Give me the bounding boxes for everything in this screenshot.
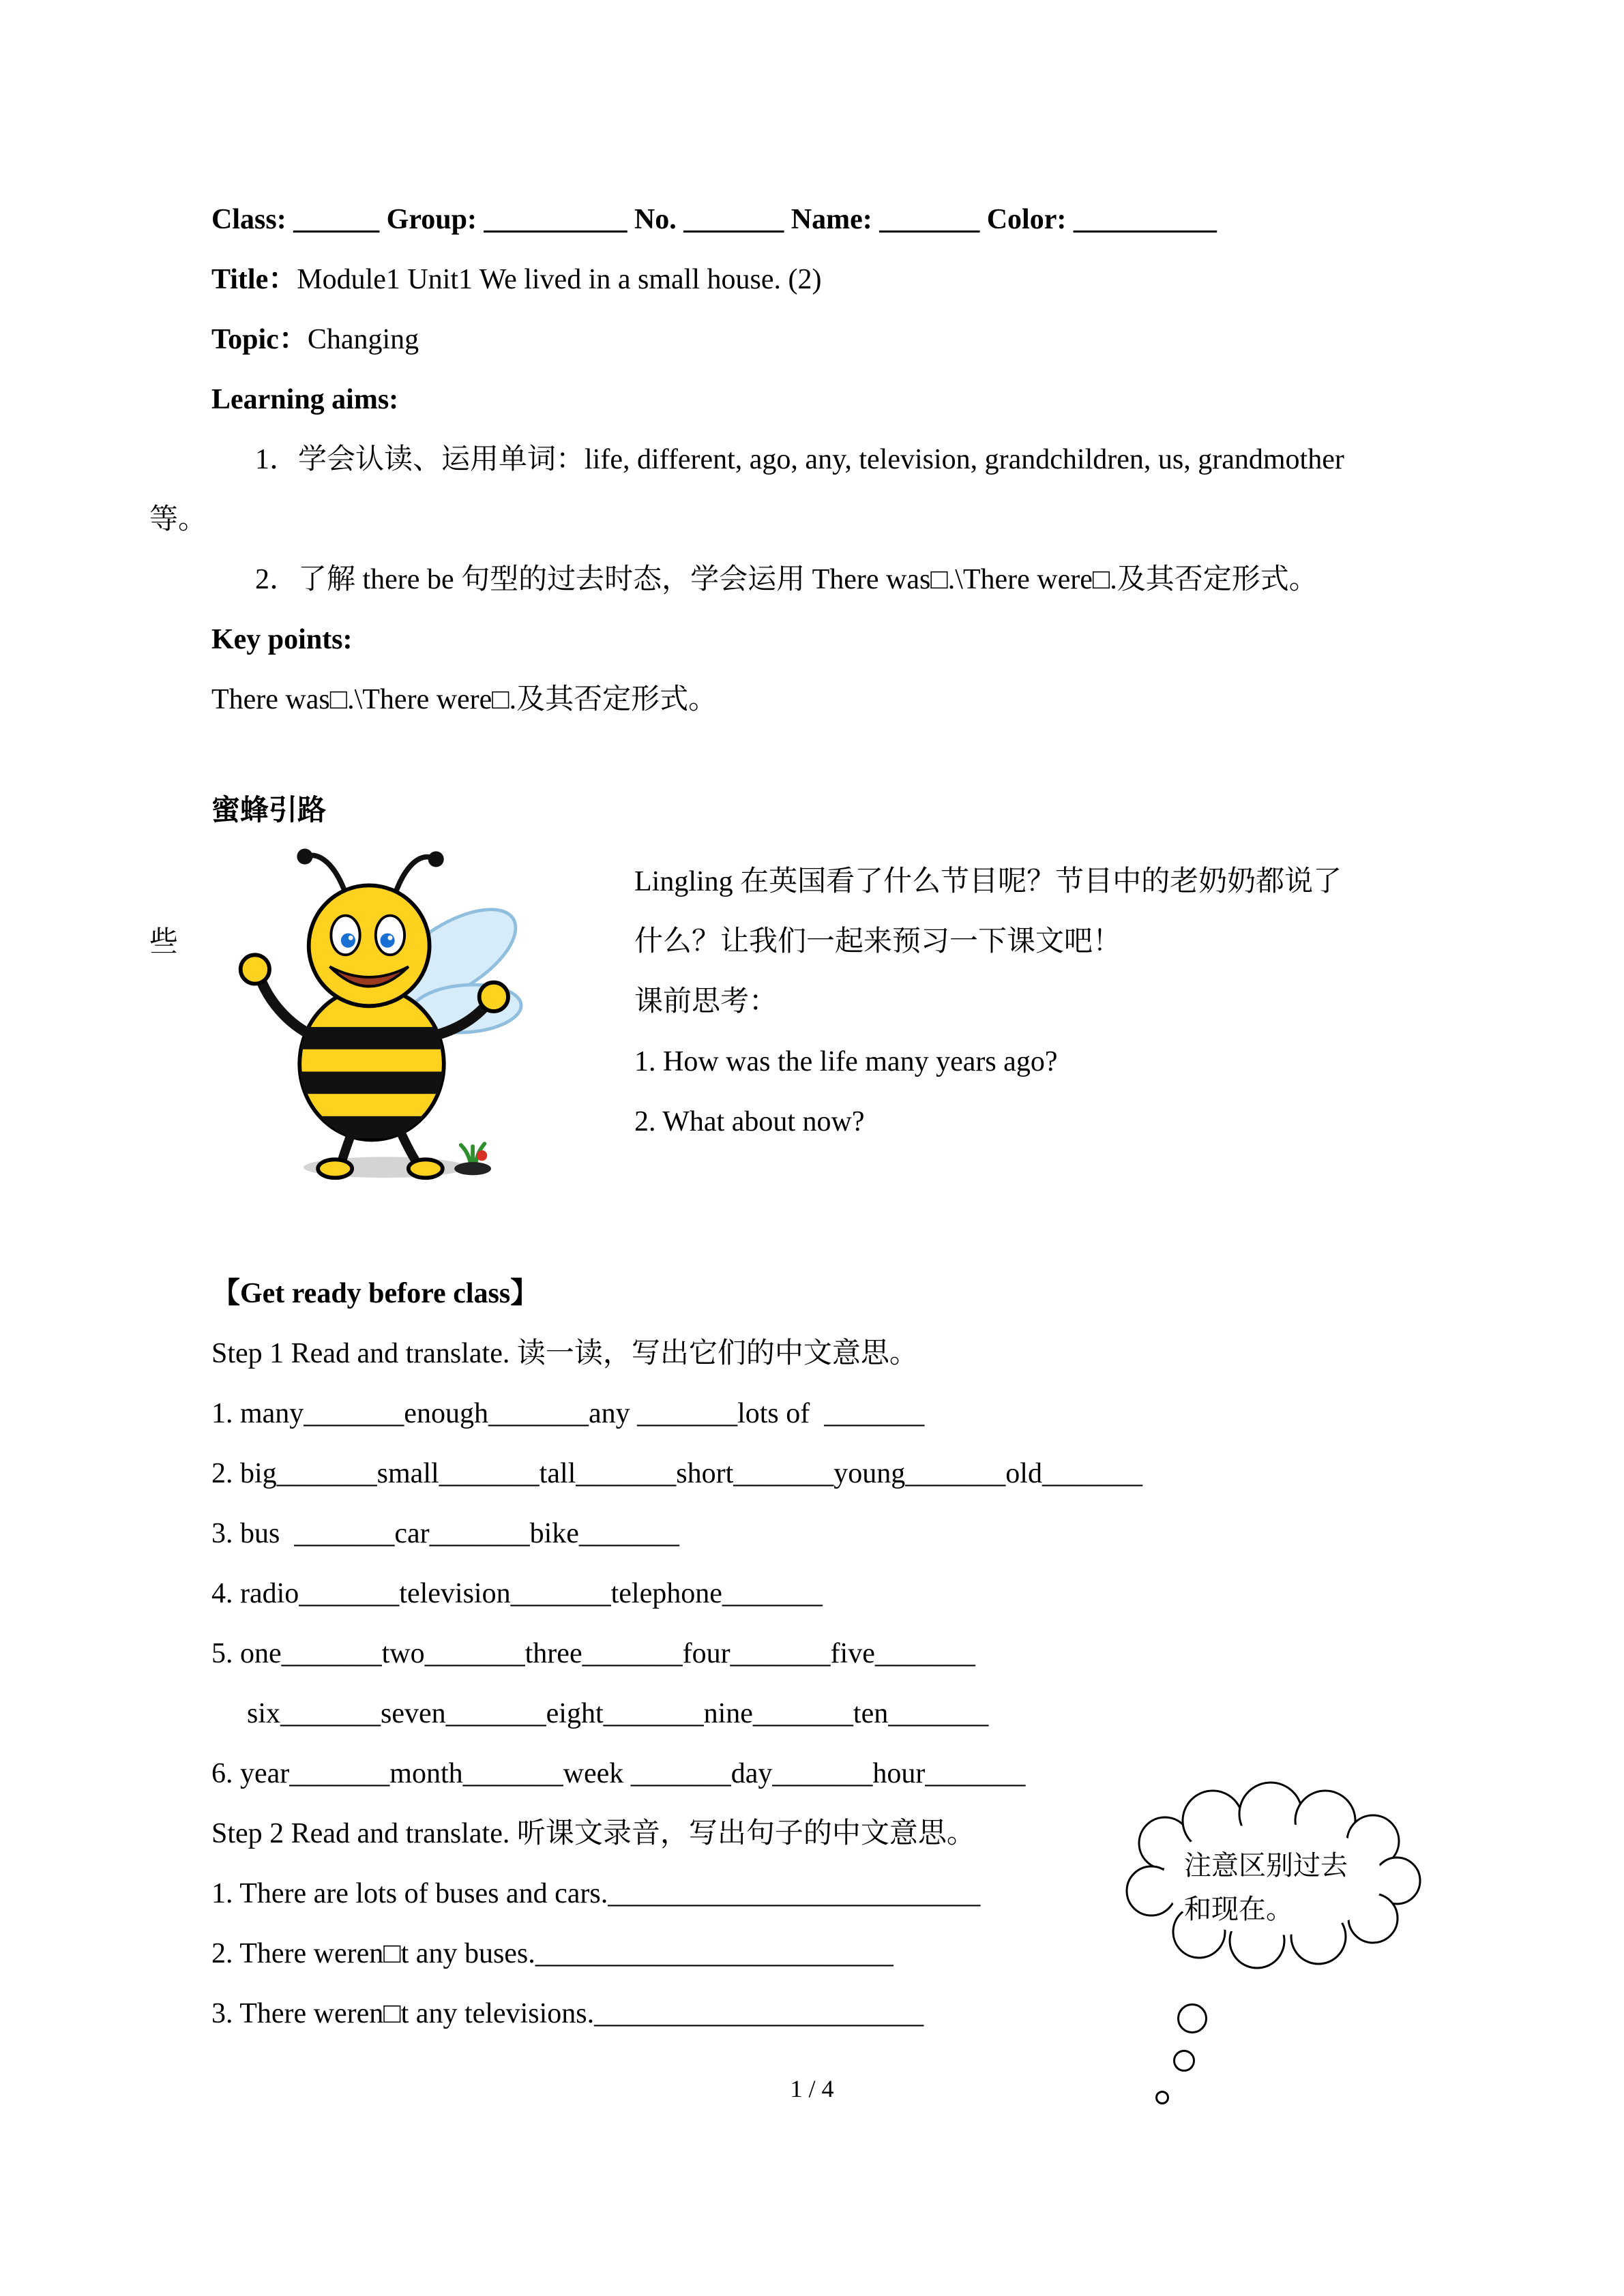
thought-bubble-line-1: 注意区别过去 — [1184, 1850, 1348, 1881]
question-2: 2. What about now? — [634, 1106, 865, 1137]
page-number: 1 / 4 — [790, 2075, 834, 2102]
thought-bubble-text — [1184, 1844, 1348, 1931]
step2-heading: Step 2 Read and translate. 听课文录音，写出句子的中文意思。 — [211, 1818, 975, 1849]
sentence-line-2: 2. There weren□t any buses._________________________ — [211, 1938, 894, 1969]
topic-line — [211, 310, 1433, 370]
vocab-line-4: 4. radio_______television_______telephone_______ — [211, 1578, 823, 1609]
hanging-char: 些 — [149, 927, 179, 958]
question-1: 1. How was the life many years ago? — [634, 1046, 1058, 1077]
topic-text: Changing — [307, 324, 419, 355]
thought-bubble-trail-circle-2 — [1173, 2050, 1195, 2072]
bee-section — [149, 841, 1433, 1182]
aim-item-1: 1．学会认读、运用单词：life, different, ago, any, television, grandchildren, us, grandmother — [255, 444, 1344, 475]
bee-intro-text — [634, 841, 1342, 1152]
get-ready-heading: 【Get ready before class】 — [211, 1278, 540, 1309]
key-points-text: There was□.\There were□.及其否定形式。 — [211, 684, 718, 715]
vocab-line-6: 6. year_______month_______week _______day_______hour_______ — [211, 1758, 1026, 1789]
thought-bubble — [1110, 1778, 1438, 1997]
title-text: Module1 Unit1 We lived in a small house. (2) — [297, 264, 822, 295]
intro-text-line-1: Lingling 在英国看了什么节目呢？节目中的老奶奶都说了 — [634, 866, 1342, 897]
thought-bubble-line-2: 和现在。 — [1184, 1894, 1293, 1924]
key-points-heading: Key points: — [211, 624, 353, 655]
vocab-line-3: 3. bus _______car_______bike_______ — [211, 1518, 679, 1549]
sentence-line-3: 3. There weren□t any televisions._______________________ — [211, 1998, 924, 2029]
vocab-line-5-continuation: six_______seven_______eight_______nine_______ten_______ — [247, 1698, 989, 1729]
bee-guide-heading: 蜜蜂引路 — [211, 795, 327, 826]
learning-aims-heading: Learning aims: — [211, 384, 399, 415]
title-label: Title： — [211, 264, 297, 295]
vocab-line-2: 2. big_______small_______tall_______short_______young_______old_______ — [211, 1458, 1142, 1489]
step1-heading: Step 1 Read and translate. 读一读，写出它们的中文意思。 — [211, 1338, 918, 1369]
title-line — [211, 250, 1433, 310]
topic-label: Topic： — [211, 324, 308, 355]
aim-item-1-continuation: 等。 — [149, 504, 207, 535]
intro-text-line-2: 什么？让我们一起来预习一下课文吧！ — [634, 926, 1122, 957]
header-line: Class: ______ Group: __________ No. _______ Name: _______ Color: __________ — [211, 204, 1217, 235]
aim-item-2: 2．了解 there be 句型的过去时态，学会运用 There was□.\There were□.及其否定形式。 — [255, 564, 1318, 595]
thought-bubble-trail-circle-1 — [1177, 2003, 1207, 2033]
vocab-line-1: 1. many_______enough_______any _______lots of _______ — [211, 1398, 925, 1429]
sentence-line-1: 1. There are lots of buses and cars.__________________________ — [211, 1878, 981, 1909]
pre-class-label: 课前思考： — [634, 986, 778, 1017]
bee-illustration — [211, 841, 532, 1182]
vocab-line-5: 5. one_______two_______three_______four_______five_______ — [211, 1638, 975, 1669]
